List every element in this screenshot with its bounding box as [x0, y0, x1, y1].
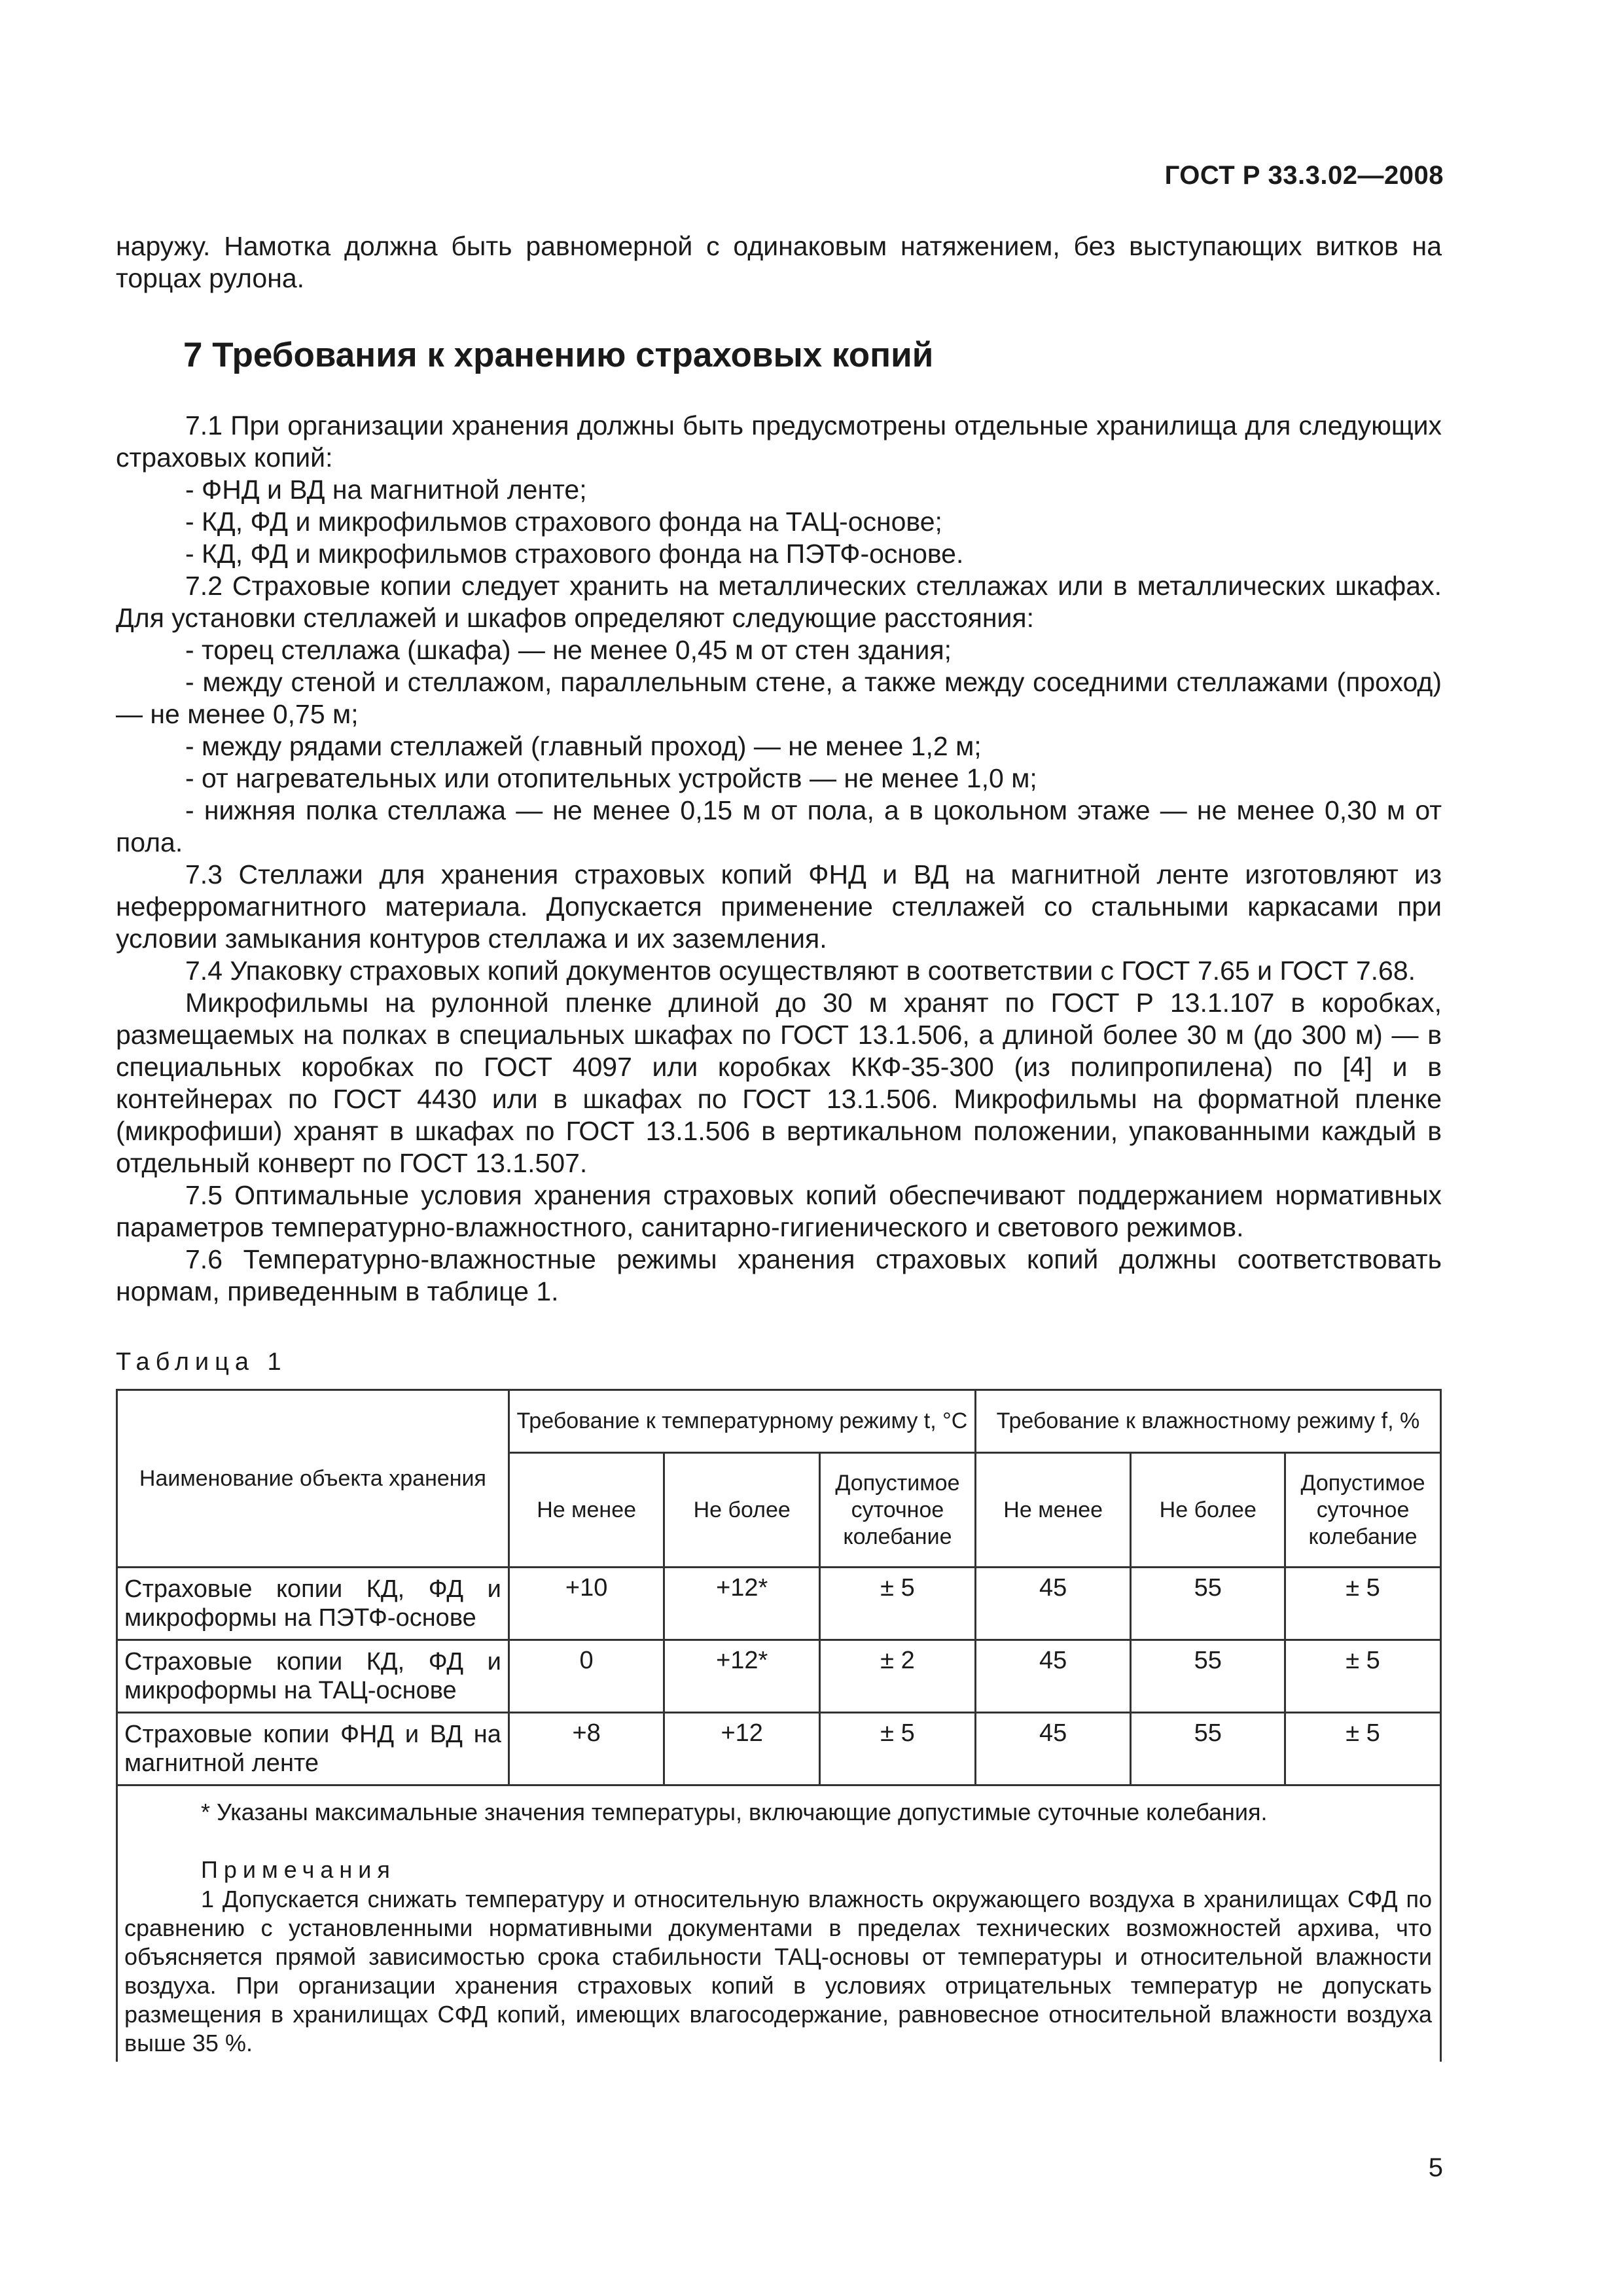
table-footnote: * Указаны максимальные значения температуры, включающие допустимые суточные колебания. — [201, 1799, 1268, 1825]
page-number: 5 — [1428, 2153, 1443, 2182]
section-body — [116, 410, 1442, 1308]
list-item: - между стеной и стеллажом, параллельным стене, а также между соседними стеллажами (проход) — не менее 0,75 м; — [116, 667, 1442, 729]
cell-hum-daily: ± 5 — [1285, 1640, 1441, 1713]
cell-hum-max: 55 — [1131, 1713, 1285, 1785]
storage-conditions-table — [116, 1389, 1442, 1786]
cell-hum-daily: ± 5 — [1285, 1713, 1441, 1785]
cell-temp-max: +12* — [664, 1640, 820, 1713]
paragraph: 7.4 Упаковку страховых копий документов осуществляют в соответствии с ГОСТ 7.65 и ГОСТ 7.68. — [185, 956, 1416, 986]
cell-temp-min: +8 — [508, 1713, 664, 1785]
cell-temp-min: 0 — [508, 1640, 664, 1713]
column-header-temp-daily: Допустимое суточное колебание — [820, 1453, 976, 1568]
column-group-temperature: Требование к температурному режиму t, °С — [508, 1390, 975, 1453]
cell-temp-daily: ± 5 — [820, 1713, 976, 1785]
column-header-hum-min: Не менее — [975, 1453, 1131, 1568]
table-row — [117, 1568, 1441, 1640]
cell-hum-max: 55 — [1131, 1568, 1285, 1640]
paragraph: 7.6 Температурно-влажностные режимы хранения страховых копий должны соответствовать нормам, приведенным в таблице 1. — [116, 1244, 1442, 1306]
cell-temp-min: +10 — [508, 1568, 664, 1640]
cell-hum-min: 45 — [975, 1640, 1131, 1713]
list-item: - торец стеллажа (шкафа) — не менее 0,45 м от стен здания; — [185, 635, 952, 665]
paragraph: 7.1 При организации хранения должны быть предусмотрены отдельные хранилища для следующих страховых копий: — [116, 410, 1442, 473]
list-item: - между рядами стеллажей (главный проход) — не менее 1,2 м; — [185, 731, 982, 761]
row-name: Страховые копии КД, ФД и микроформы на ПЭТФ-основе — [117, 1568, 509, 1640]
table-row — [117, 1640, 1441, 1713]
paragraph: наружу. Намотка должна быть равномерной с одинаковым натяжением, без выступающих витков на торцах рулона. — [116, 231, 1442, 293]
paragraph: 7.2 Страховые копии следует хранить на металлических стеллажах или в металлических шкафах. Для установки стеллажей и шкафов определяют следующие расстояния: — [116, 571, 1442, 633]
row-name: Страховые копии КД, ФД и микроформы на ТАЦ-основе — [117, 1640, 509, 1713]
paragraph: 7.3 Стеллажи для хранения страховых копий ФНД и ВД на магнитной ленте изготовляют из неферромагнитного материала. Допускается применение стеллажей со стальными каркасами при условии замыкания контуров стеллажа и их заземления. — [116, 859, 1442, 954]
list-item: - КД, ФД и микрофильмов страхового фонда на ТАЦ-основе; — [185, 507, 942, 537]
section-title: 7 Требования к хранению страховых копий — [183, 336, 934, 374]
cell-hum-max: 55 — [1131, 1640, 1285, 1713]
cell-hum-daily: ± 5 — [1285, 1568, 1441, 1640]
cell-hum-min: 45 — [975, 1713, 1131, 1785]
list-item: - ФНД и ВД на магнитной ленте; — [185, 475, 587, 505]
row-name: Страховые копии ФНД и ВД на магнитной ленте — [117, 1713, 509, 1785]
cell-temp-daily: ± 5 — [820, 1568, 976, 1640]
cell-hum-min: 45 — [975, 1568, 1131, 1640]
list-item: - от нагревательных или отопительных устройств — не менее 1,0 м; — [185, 763, 1037, 793]
list-item: - нижняя полка стеллажа — не менее 0,15 м от пола, а в цокольном этаже — не менее 0,30 м от пола. — [116, 795, 1442, 857]
continuation-text — [116, 230, 1442, 295]
note-1: 1 Допускается снижать температуру и относительную влажность окружающего воздуха в хранилищах СФД по сравнению с установленными нормативными документами в пределах технических возможностей архива, что объясняется прямой зависимостью срока стабильности ТАЦ-основы от температуры и относительной влажности воздуха. При организации хранения страховых копий в условиях отрицательных температур не допускать размещения в хранилищах СФД копий, имеющих влагосодержание, равновесное относительной влажности воздуха выше 35 %. — [124, 1886, 1432, 2056]
column-header-hum-max: Не более — [1131, 1453, 1285, 1568]
cell-temp-max: +12* — [664, 1568, 820, 1640]
table-caption: Таблица 1 — [116, 1348, 287, 1376]
column-header-temp-max: Не более — [664, 1453, 820, 1568]
paragraph: 7.5 Оптимальные условия хранения страховых копий обеспечивают поддержанием нормативных параметров температурно-влажностного, санитарно-гигиенического и светового режимов. — [116, 1180, 1442, 1242]
column-header-object: Наименование объекта хранения — [117, 1390, 509, 1568]
column-group-humidity: Требование к влажностному режиму f, % — [975, 1390, 1440, 1453]
list-item: - КД, ФД и микрофильмов страхового фонда на ПЭТФ-основе. — [185, 539, 964, 569]
table-row — [117, 1713, 1441, 1785]
cell-temp-daily: ± 2 — [820, 1640, 976, 1713]
notes-title: Примечания — [201, 1856, 396, 1883]
cell-temp-max: +12 — [664, 1713, 820, 1785]
column-header-temp-min: Не менее — [508, 1453, 664, 1568]
column-header-hum-daily: Допустимое суточное колебание — [1285, 1453, 1441, 1568]
standard-designation: ГОСТ Р 33.3.02—2008 — [1164, 161, 1444, 190]
paragraph: Микрофильмы на рулонной пленке длиной до 30 м хранят по ГОСТ Р 13.1.107 в коробках, размещаемых на полках в специальных шкафах по ГОСТ 13.1.506, а длиной более 30 м (до 300 м) — в специальных коробках по ГОСТ 4097 или коробках ККФ-35-300 (из полипропилена) по [4] и в контейнерах по ГОСТ 4430 или в шкафах по ГОСТ 13.1.506. Микрофильмы на форматной пленке (микрофиши) хранят в шкафах по ГОСТ 13.1.506 в вертикальном положении, упакованными каждый в отдельный конверт по ГОСТ 13.1.507. — [116, 988, 1442, 1178]
